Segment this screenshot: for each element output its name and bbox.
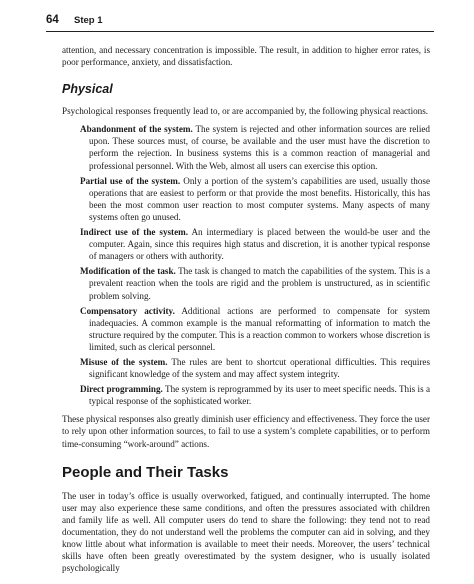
list-item-term: Compensatory activity. (80, 305, 175, 316)
list-item (62, 265, 430, 301)
list-item-term: Indirect use of the system. (80, 227, 189, 238)
page-body (62, 44, 430, 574)
intro-paragraph: attention, and necessary concentration is impossible. The result, in addition to higher error rates, is poor performance, anxiety, and dissatisfaction. (62, 45, 430, 68)
list-item-text: Only a portion of the system’s capabilities are used, usually those operations that are easiest to perform or that provide the most benefits. Historically, this has been the most common user reaction to most computer systems. Many aspects of many systems often go unused. (89, 175, 431, 222)
list-item (62, 226, 430, 262)
physical-reactions-list (62, 123, 430, 407)
section-heading-people: People and Their Tasks (62, 463, 229, 481)
running-title: Step 1 (74, 15, 103, 26)
list-item-text: The system is reprogrammed by its user to meet specific needs. This is a typical response of the sophisticated worker. (89, 384, 430, 407)
list-item (62, 305, 430, 353)
list-item-term: Misuse of the system. (80, 356, 168, 367)
list-item (62, 383, 430, 407)
list-item (62, 356, 430, 380)
list-item-text: The task is changed to match the capabilities of the system. This is a prevalent reaction when the tools are rigid and the problem is unstructured, as in scientific problem solving. (89, 266, 430, 301)
list-item-term: Abandonment of the system. (80, 124, 193, 135)
list-item-text: The system is rejected and other information sources are relied upon. These sources must, of course, be available and the user must have the discretion to perform the rejection. In business systems this is a common reaction of managerial and professional personnel. With the Web, almost all users can exercise this option. (89, 124, 430, 171)
list-item-term: Partial use of the system. (80, 175, 181, 186)
list-item-text: The rules are bent to shortcut operational difficulties. This requires significant knowledge of the system and may affect system integrity. (89, 356, 431, 380)
page-number: 64 (46, 14, 59, 26)
section-heading-physical: Physical (62, 82, 113, 97)
page-header (46, 14, 434, 32)
list-item (62, 123, 430, 171)
physical-lead-paragraph: Psychological responses frequently lead to, or are accompanied by, the following physical reactions. (62, 106, 429, 117)
people-paragraph: The user in today’s office is usually overworked, fatigued, and continually interrupted. The home user may also experience these same conditions, and often the pressures associated with children and family life as well. All computer users do tend to share the following: they tend not to read documentation, they do not understand well the problems the computer can aid in solving, and they know little about what information is available to meet their needs. Moreover, the users’ technical skills have often been greatly overestimated by the system designer, who is usually isolated psychologically (62, 490, 430, 574)
list-item-term: Modification of the task. (80, 266, 176, 277)
list-item (62, 175, 430, 223)
physical-closing-paragraph: These physical responses also greatly diminish user efficiency and effectiveness. They force the user to rely upon other information sources, to fail to use a system’s complete capabilities, or to perform time-consuming “work-around” actions. (62, 414, 430, 449)
list-item-term: Direct programming. (80, 384, 163, 395)
list-item-text: Additional actions are performed to compensate for system inadequacies. A common example is the manual reformatting of information to match the structure required by the computer. This is a reaction common to workers whose discretion is limited, such as clerical personnel. (89, 305, 430, 352)
header-rule (46, 31, 434, 32)
list-item-text: An intermediary is placed between the would-be user and the computer. Again, since this requires high status and discretion, it is another typical response of managers or others with authority. (89, 227, 430, 262)
